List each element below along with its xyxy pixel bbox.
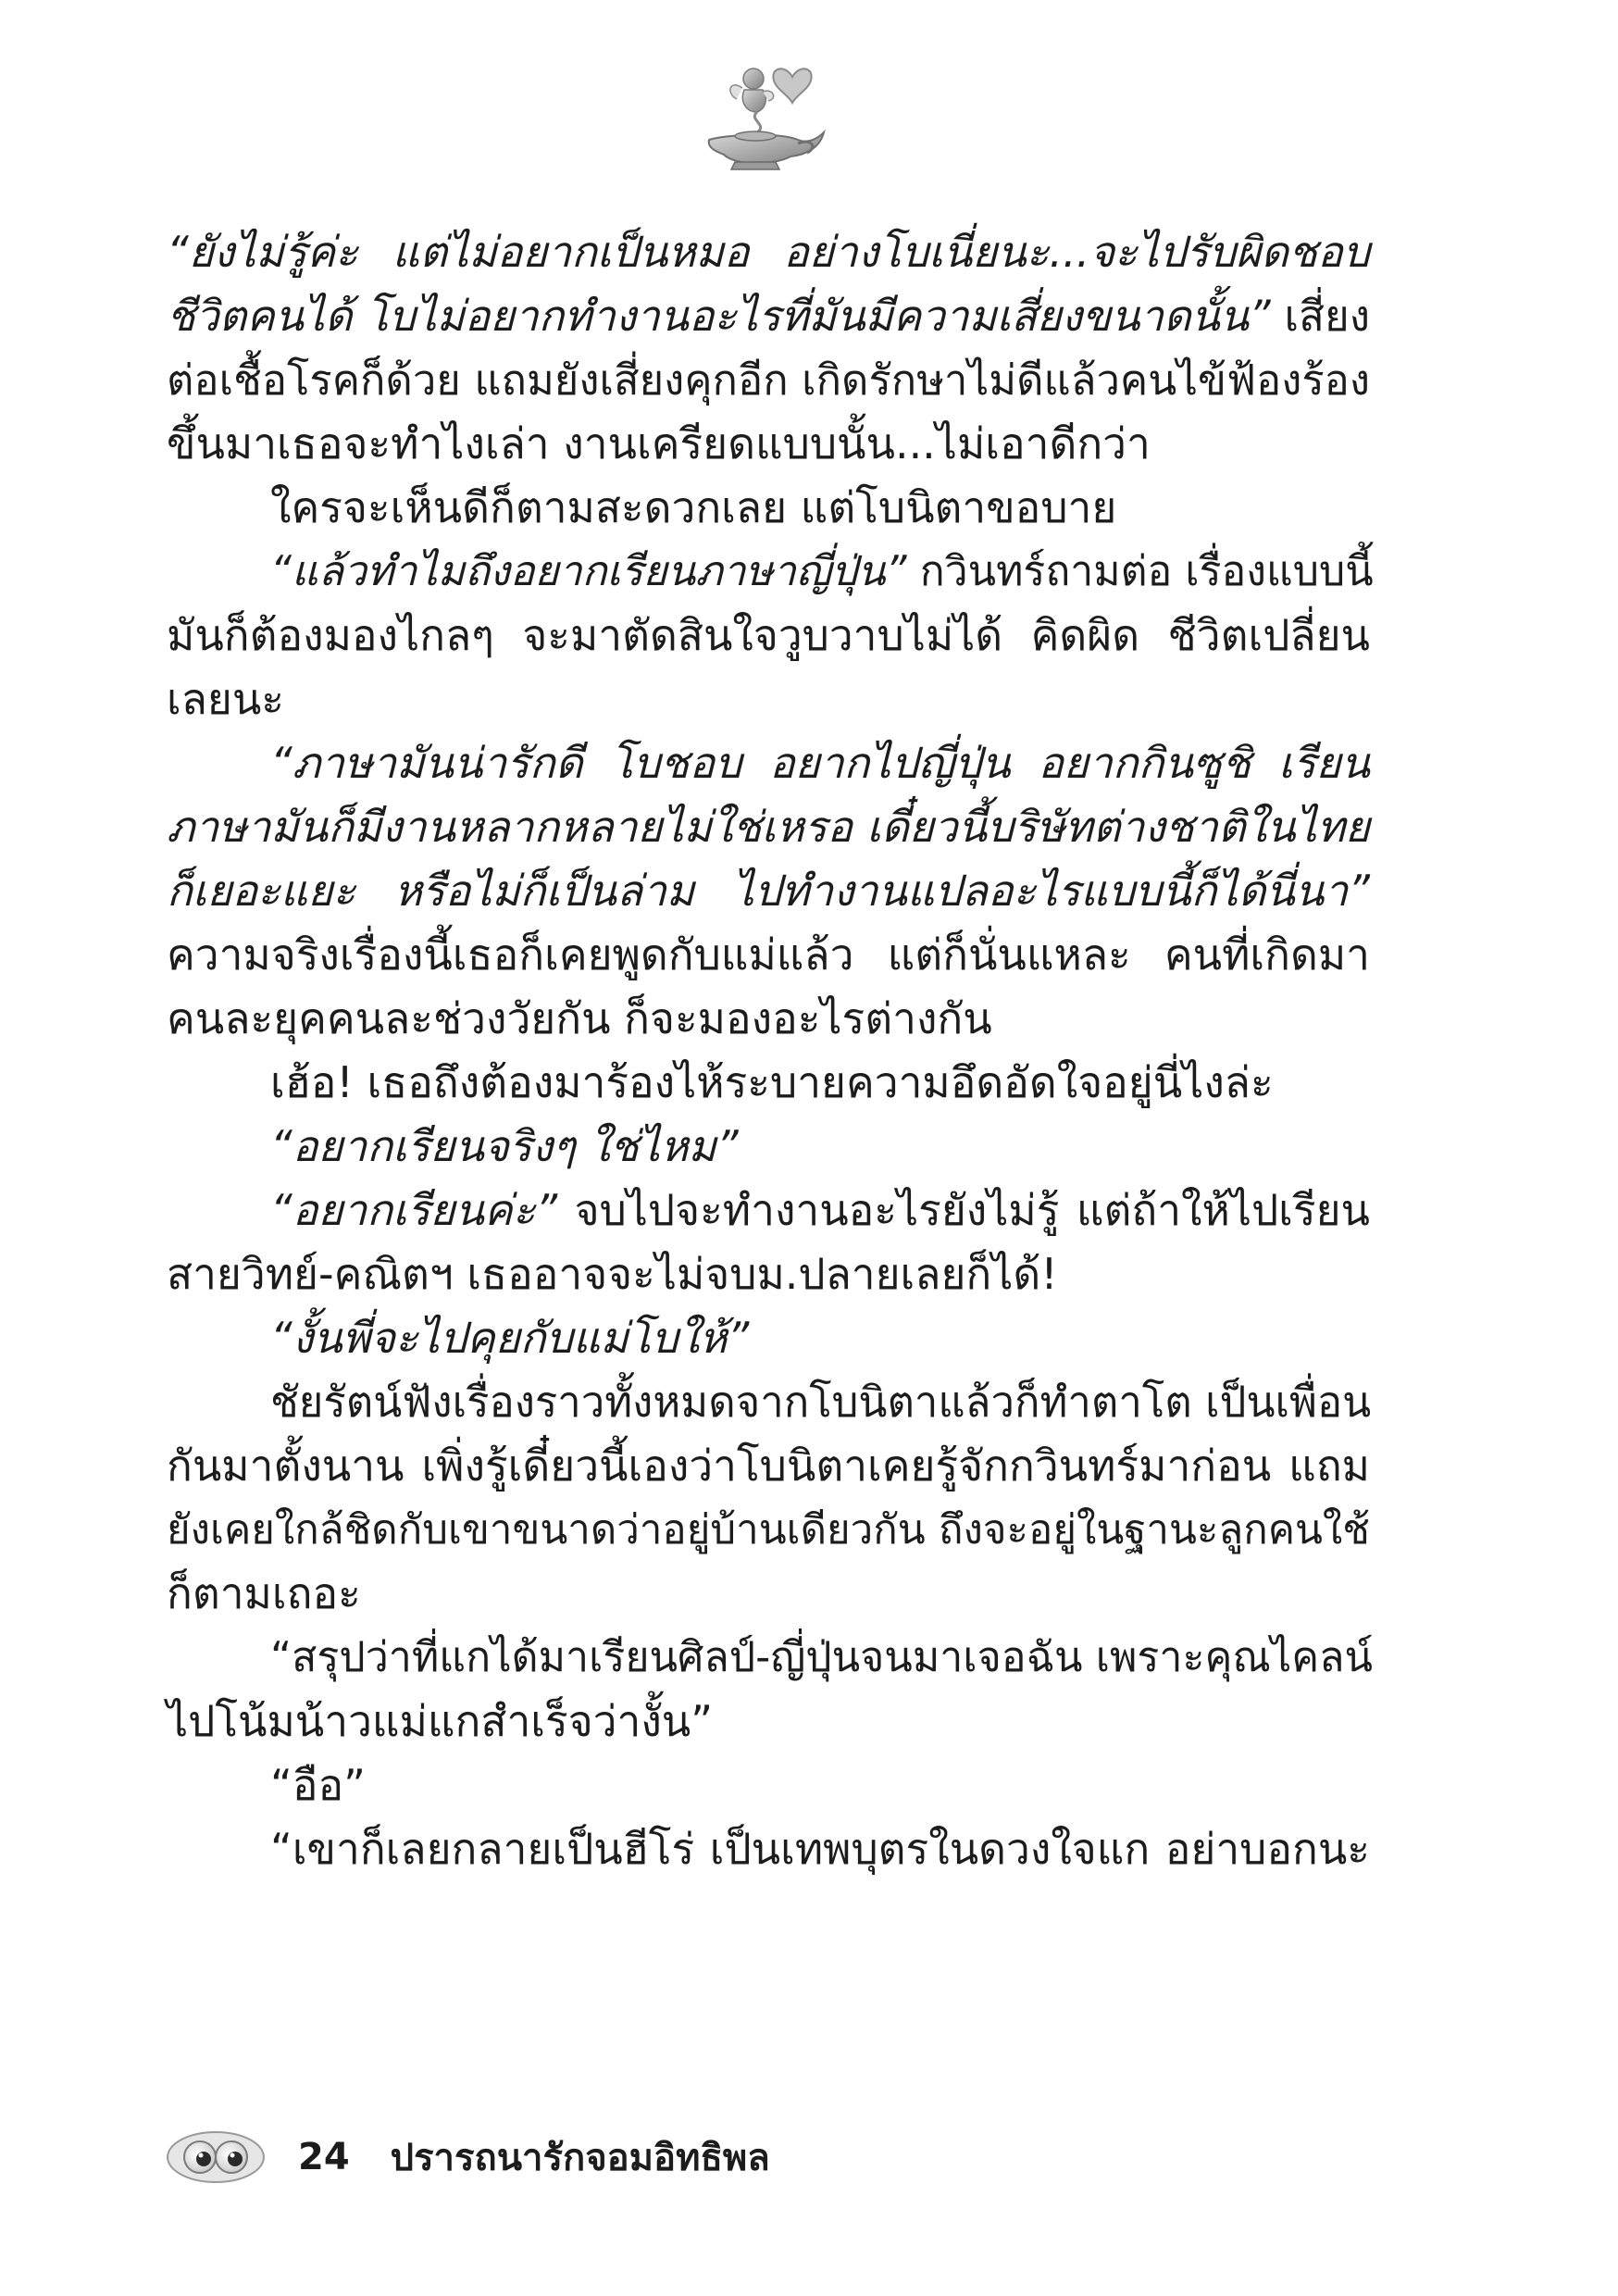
text-segment: ใครจะเห็นดีก็ตามสะดวกเลย แต่โบนิตาขอบาย: [270, 482, 1117, 532]
text-line: [167, 1242, 1370, 1306]
text-segment: “เขาก็เลยกลายเป็นฮีโร่ เป็นเทพบุตรในดวงใจแก อย่าบอกนะ: [270, 1824, 1370, 1874]
text-segment: “อือ”: [270, 1760, 366, 1810]
text-line: [167, 1306, 1370, 1370]
text-segment: เฮ้อ! เธอถึงต้องมาร้องไห้ระบายความอึดอัดใจอยู่นี่ไงล่ะ: [270, 1057, 1274, 1107]
page-footer: [167, 2120, 770, 2194]
text-line: [167, 604, 1370, 668]
text-segment: ชัยรัตน์ฟังเรื่องราวทั้งหมดจากโบนิตาแล้วก็ทำตาโต เป็นเพื่อน: [270, 1378, 1372, 1427]
text-line: [167, 1179, 1370, 1242]
text-segment: “ภาษามันน่ารักดี โบชอบ อยากไปญี่ปุ่น อยากกินซูชิ เรียน: [270, 738, 1370, 788]
text-segment: คนละยุคคนละช่วงวัยกัน ก็จะมองอะไรต่างกัน: [167, 993, 992, 1043]
text-line: [167, 220, 1370, 284]
text-segment: สายวิทย์-คณิตฯ เธออาจจะไม่จบม.ปลายเลยก็ได้!: [167, 1249, 1058, 1299]
text-line: [167, 1051, 1370, 1115]
text-line: [167, 859, 1370, 923]
eyes-icon: [167, 2130, 265, 2184]
text-segment: “อยากเรียนค่ะ”: [270, 1185, 558, 1235]
text-segment: มันก็ต้องมองไกลๆ จะมาตัดสินใจวูบวาบไม่ได้ คิดผิด ชีวิตเปลี่ยน: [167, 610, 1370, 660]
text-line: [167, 1370, 1370, 1434]
text-segment: “สรุปว่าที่แกได้มาเรียนศิลป์-ญี่ปุ่นจนมาเจอฉัน เพราะคุณไคลน์: [270, 1633, 1374, 1681]
text-line: [167, 1115, 1370, 1179]
text-segment: ก็เยอะแยะ หรือไม่ก็เป็นล่าม ไปทำงานแปลอะไรแบบนี้ก็ได้นี่นา”: [167, 866, 1370, 916]
text-segment: ก็ตามเถอะ: [167, 1568, 361, 1618]
text-line: [167, 284, 1370, 348]
text-line: [167, 923, 1370, 987]
text-segment: “ยังไม่รู้ค่ะ แต่ไม่อยากเป็นหมอ อย่างโบเนี่ยนะ...จะไปรับผิดชอบ: [167, 227, 1370, 277]
text-line: [167, 1753, 1370, 1817]
text-segment: กวินทร์ถามต่อ เรื่องแบบนี้: [906, 548, 1374, 595]
text-segment: เลยนะ: [167, 674, 285, 724]
text-segment: “แล้วทำไมถึงอยากเรียนภาษาญี่ปุ่น”: [270, 548, 907, 595]
text-line: [167, 1498, 1370, 1562]
text-segment: ชีวิตคนได้ โบไม่อยากทำงานอะไรที่มันมีความเสี่ยงขนาดนั้น”: [167, 292, 1271, 341]
text-segment: ยังเคยใกล้ชิดกับเขาขนาดว่าอยู่บ้านเดียวกัน ถึงจะอยู่ในฐานะลูกคนใช้: [167, 1506, 1370, 1554]
text-segment: ไปโน้มน้าวแม่แกสำเร็จว่างั้น”: [167, 1696, 714, 1746]
text-segment: “อยากเรียนจริงๆ ใช่ไหม”: [270, 1121, 739, 1171]
text-line: [167, 1817, 1370, 1881]
text-line: [167, 476, 1370, 540]
text-line: [167, 348, 1370, 412]
text-segment: ขึ้นมาเธอจะทำไงเล่า งานเครียดแบบนั้น...ไม่เอาดีกว่า: [167, 418, 1151, 468]
text-line: [167, 795, 1370, 859]
genie-lamp-icon: [689, 51, 828, 176]
text-line: [167, 731, 1370, 795]
text-line: [167, 412, 1370, 476]
text-segment: จบไปจะทำงานอะไรยังไม่รู้ แต่ถ้าให้ไปเรียน: [557, 1185, 1370, 1235]
text-line: [167, 668, 1370, 731]
text-line: [167, 1562, 1370, 1626]
text-segment: ความจริงเรื่องนี้เธอก็เคยพูดกับแม่แล้ว แต่ก็นั่นแหละ คนที่เกิดมา: [167, 930, 1370, 980]
text-line: [167, 1434, 1370, 1498]
text-line: [167, 1626, 1374, 1690]
body-text: [167, 220, 1374, 1881]
text-segment: ภาษามันก็มีงานหลากหลายไม่ใช่เหรอ เดี๋ยวนี้บริษัทต่างชาติในไทย: [167, 802, 1370, 852]
text-segment: ต่อเชื้อโรคก็ด้วย แถมยังเสี่ยงคุกอีก เกิดรักษาไม่ดีแล้วคนไข้ฟ้องร้อง: [167, 356, 1370, 405]
text-line: [167, 1690, 1370, 1753]
text-segment: กันมาตั้งนาน เพิ่งรู้เดี๋ยวนี้เองว่าโบนิตาเคยรู้จักกวินทร์มาก่อน แถม: [167, 1441, 1370, 1491]
text-line: [167, 540, 1374, 604]
page-number: 24: [298, 2136, 350, 2178]
text-line: [167, 987, 1370, 1051]
text-segment: “งั้นพี่จะไปคุยกับแม่โบให้”: [270, 1313, 750, 1363]
text-segment: เสี่ยง: [1270, 292, 1370, 341]
book-title: ปรารถนารักจอมอิทธิพล: [390, 2137, 770, 2179]
